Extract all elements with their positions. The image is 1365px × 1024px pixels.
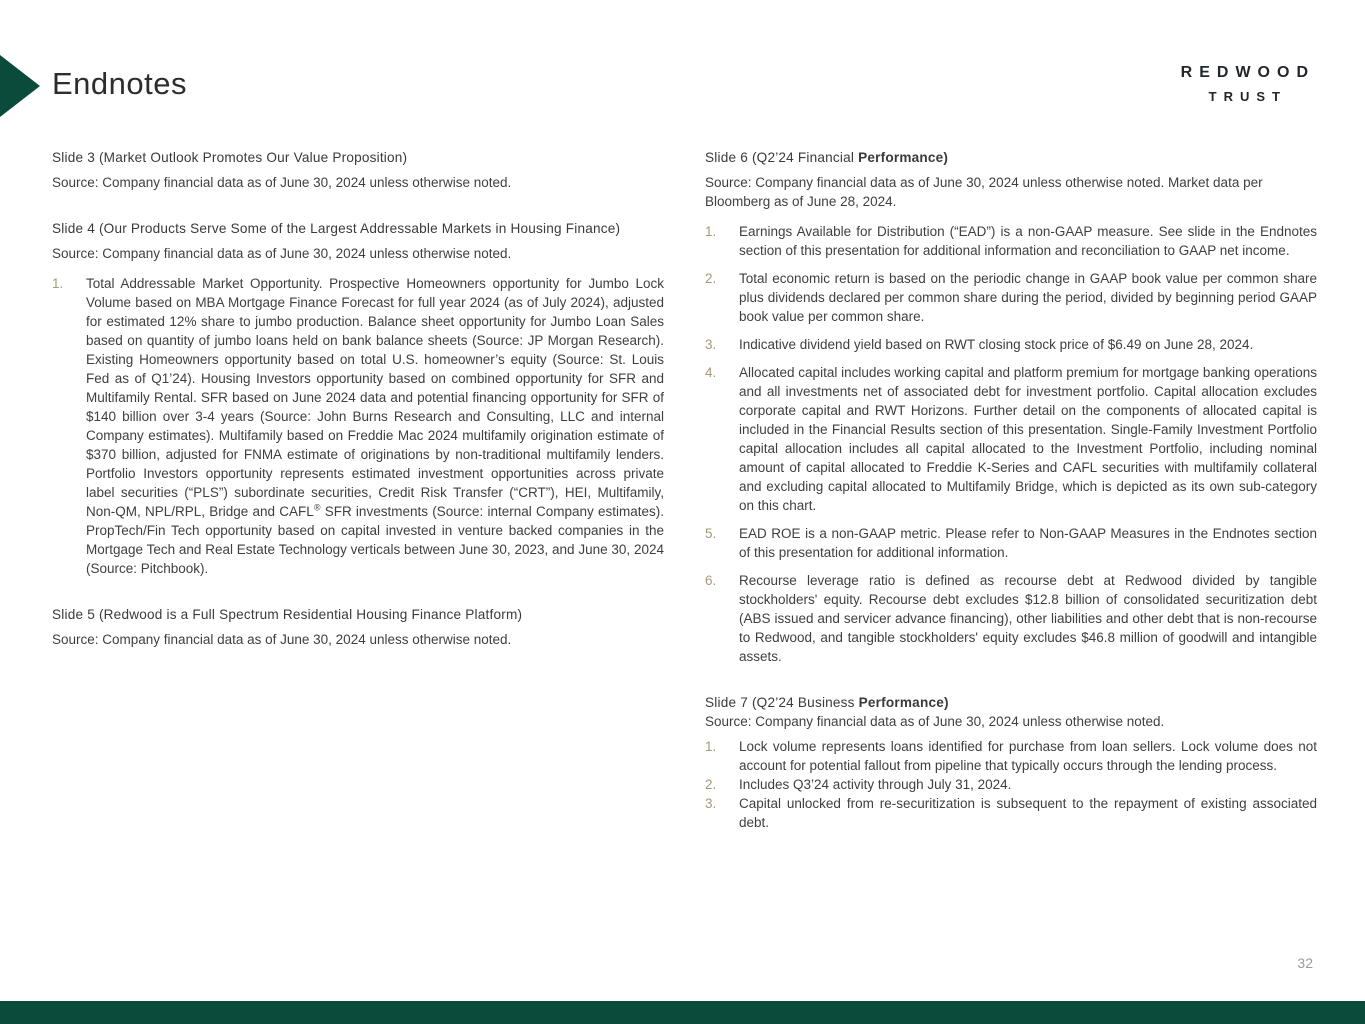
endnote-item [705,571,1317,666]
endnote-text: Lock volume represents loans identified for purchase from loan sellers. Lock volume does not account for potential fallout from pipeline that typically occurs through the lending process. [739,739,1317,773]
endnote-text: Recourse leverage ratio is defined as recourse debt at Redwood divided by tangible stockholders' equity. Recourse debt excludes $12.8 billion of consolidated securitization debt (ABS issued and servicer advance financing), other liabilities and other debt that is non-recourse to Redwood, and tangible stockholders' equity excludes $46.8 million of goodwill and intangible assets. [739,573,1317,664]
endnote-text: EAD ROE is a non-GAAP metric. Please refer to Non-GAAP Measures in the Endnotes section of this presentation for additional information. [739,526,1317,560]
logo-line-redwood: REDWOOD [1180,64,1315,81]
section-slide-3 [52,148,664,192]
endnote-number: 2. [705,271,717,286]
endnote-text: Total economic return is based on the periodic change in GAAP book value per common share plus dividends declared per common share during the period, divided by beginning period GAAP book value per common share. [739,271,1317,324]
slide-5-source: Source: Company financial data as of June 30, 2024 unless otherwise noted. [52,632,512,647]
endnote-item [705,524,1317,562]
endnote-number: 1. [705,739,717,754]
endnote-number: 6. [705,573,717,588]
slide-4-notes [52,274,664,578]
left-column [52,148,664,676]
slide-6-source: Source: Company financial data as of June 30, 2024 unless otherwise noted. Market data per Bloomberg as of June 28, 2024. [705,175,1263,209]
slide-3-heading: Slide 3 (Market Outlook Promotes Our Value Proposition) [52,150,408,165]
endnote-text-part: Total Addressable Market Opportunity. Prospective Homeowners opportunity for Jumbo Lock Volume based on MBA Mortgage Finance Forecast for full year 2024 (as of July 2024), adjusted for estimated 12% share to jumbo production. Balance sheet opportunity for Jumbo Loan Sales based on quantity of jumbo loans held on bank balance sheets (Source: JP Morgan Research). Existing Homeowners opportunity based on total U.S. homeowner’s equity (Source: St. Louis Fed as of Q1’24). Housing Investors opportunity based on combined opportunity for SFR and Multifamily Rental. SFR based on June 2024 data and potential financing opportunity for SFR of $140 billion over 3-4 years (Source: John Burns Research and Consulting, LLC and internal Company estimates). Multifamily based on Freddie Mac 2024 multifamily origination estimate of $370 billion, adjusted for FNMA estimate of originations by non-traditional multifamily lenders. Portfolio Investors opportunity represents estimated investment opportunities across private label securities (“PLS”) subordinate securities, Credit Risk Transfer (“CRT”), HEI, Multifamily, Non-QM, NPL/RPL, Bridge and CAFL [86,276,664,519]
endnote-text: Capital unlocked from re-securitization is subsequent to the repayment of existing associated debt. [739,796,1317,830]
slide-4-source: Source: Company financial data as of June 30, 2024 unless otherwise noted. [52,246,512,261]
slide-6-heading-bold: Performance) [858,150,949,165]
page-number: 32 [1297,955,1313,971]
logo-line-trust: TRUST [1208,89,1287,104]
slide-5-heading: Slide 5 (Redwood is a Full Spectrum Residential Housing Finance Platform) [52,607,523,622]
endnote-item [705,737,1317,775]
endnote-item [705,794,1317,832]
right-column [705,148,1317,859]
endnote-text: Indicative dividend yield based on RWT closing stock price of $6.49 on June 28, 2024. [739,337,1254,352]
endnote-item [705,335,1317,354]
endnote-number: 3. [705,796,717,811]
slide-6-heading [705,148,1317,167]
slide-7-heading [705,693,1317,712]
endnote-item [705,222,1317,260]
slide-7-heading-normal: Slide 7 (Q2’24 Business [705,695,859,710]
title-arrow-icon [0,55,40,117]
bottom-brand-bar [0,1001,1365,1024]
endnote-item [705,775,1317,794]
endnote-number: 1. [52,276,64,291]
section-slide-6 [705,148,1317,666]
slide-7-notes [705,737,1317,832]
section-slide-4 [52,219,664,578]
section-slide-5 [52,605,664,649]
endnote-item [705,269,1317,326]
endnote-number: 5. [705,526,717,541]
endnote-text: Includes Q3’24 activity through July 31, 2024. [739,777,1012,792]
endnote-text [86,274,664,578]
slide-7-source: Source: Company financial data as of June 30, 2024 unless otherwise noted. [705,714,1165,729]
slide-4-heading: Slide 4 (Our Products Serve Some of the Largest Addressable Markets in Housing Finance) [52,221,621,236]
endnote-number: 2. [705,777,717,792]
slide-7-heading-bold: Performance) [858,695,949,710]
endnote-item [705,363,1317,515]
slide-3-source: Source: Company financial data as of June 30, 2024 unless otherwise noted. [52,175,512,190]
page-title: Endnotes [52,66,187,101]
endnote-text-part: SFR investments (Source: internal Company estimates). PropTech/Fin Tech opportunity based on capital invested in venture backed companies in the Mortgage Tech and Real Estate Technology verticals between June 30, 2023, and June 30, 2024 (Source: Pitchbook). [86,504,665,576]
endnote-number: 1. [705,224,717,239]
slide-6-heading-normal: Slide 6 (Q2’24 Financial [705,150,859,165]
endnote-item [52,274,664,578]
registered-mark: ® [313,502,321,513]
redwood-trust-logo [1181,62,1315,107]
slide-6-notes [705,222,1317,666]
section-slide-7 [705,693,1317,832]
endnote-number: 4. [705,365,717,380]
endnote-text: Allocated capital includes working capital and platform premium for mortgage banking operations and all investments net of associated debt for investment portfolio. Capital allocation excludes corporate capital and RWT Horizons. Further detail on the components of allocated capital is included in the Financial Results section of this presentation. Single-Family Investment Portfolio capital allocation includes all capital allocated to the Investment Portfolio, including nominal amount of capital allocated to Freddie K-Series and CAFL securities with multifamily collateral and excluding capital allocated to Multifamily Bridge, which is depicted as its own sub-category on this chart. [739,365,1317,513]
endnote-text: Earnings Available for Distribution (“EAD”) is a non-GAAP measure. See slide in the Endnotes section of this presentation for additional information and reconciliation to GAAP net income. [739,224,1317,258]
endnote-number: 3. [705,337,717,352]
